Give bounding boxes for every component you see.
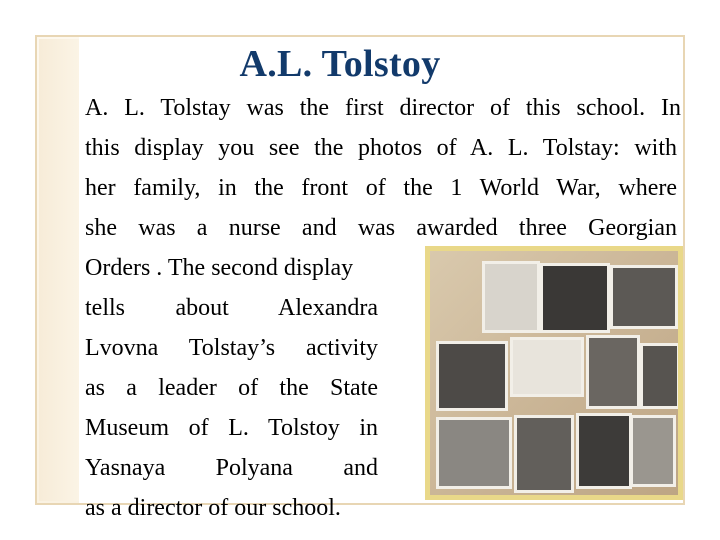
standing-photo	[640, 343, 680, 409]
family-photo	[610, 265, 678, 329]
certificate-photo	[510, 337, 584, 397]
body-line: as a leader of the State	[85, 375, 378, 401]
body-line: this display you see the photos of A. L. Tolstay: with	[85, 135, 677, 161]
body-line: she was a nurse and was awarded three Georgian	[85, 215, 677, 241]
display-photo	[425, 246, 683, 500]
slide-title: A.L. Tolstoy	[239, 43, 441, 85]
landscape-photo	[436, 417, 512, 489]
body-line: Lvovna Tolstay’s activity	[85, 335, 378, 361]
outdoor-photo	[630, 415, 676, 487]
body-line: tells about Alexandra	[85, 295, 378, 321]
body-line: as a director of our school.	[85, 495, 341, 521]
body-line: Orders . The second display	[85, 255, 354, 281]
body-line: Yasnaya Polyana and	[85, 455, 378, 481]
document-photo	[482, 261, 540, 333]
elder-portrait-photo	[586, 335, 640, 409]
body-line: her family, in the front of the 1 World War, where	[85, 175, 677, 201]
decorative-band	[39, 39, 81, 501]
horse-photo	[576, 413, 632, 489]
group-photo	[436, 341, 508, 411]
body-line: A. L. Tolstay was the first director of this school. In	[85, 95, 681, 121]
portrait-photo	[540, 263, 610, 333]
figure-photo	[514, 415, 574, 493]
body-line: Museum of L. Tolstoy in	[85, 415, 378, 441]
